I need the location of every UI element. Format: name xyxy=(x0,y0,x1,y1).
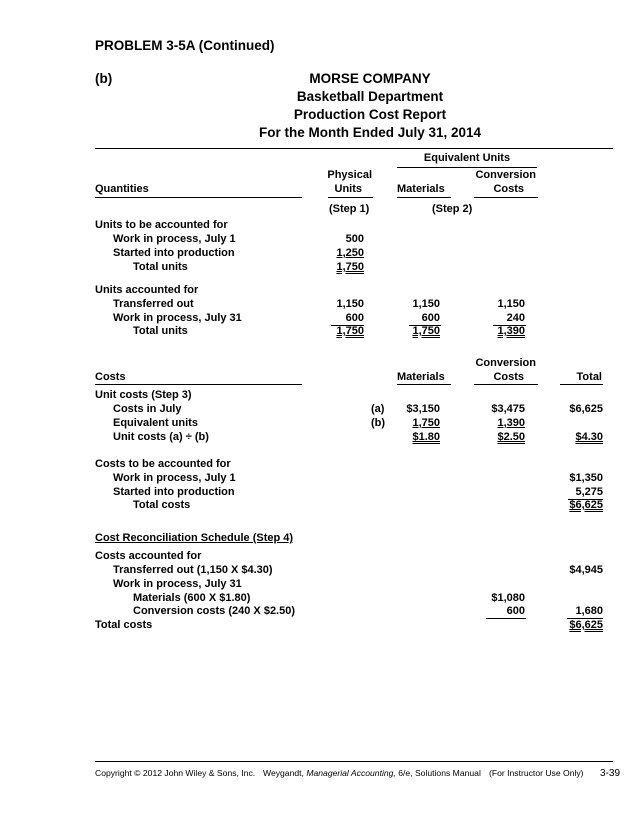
unit-cost-row-conversion: 1,390 xyxy=(497,417,525,429)
accounted-total-label: Total units xyxy=(133,325,188,337)
company-name: MORSE COMPANY xyxy=(309,71,431,86)
unit-cost-row-label: Costs in July xyxy=(113,403,182,415)
cost-total-rule xyxy=(560,384,603,385)
accounted-row-materials: 1,150 xyxy=(412,298,440,310)
wip-label: Work in process, July 31 xyxy=(113,578,242,590)
units-total-label: Total units xyxy=(133,261,188,273)
unit-cost-row-label: Unit costs (a) ÷ (b) xyxy=(113,431,209,443)
department-name: Basketball Department xyxy=(296,89,444,104)
unit-cost-row-ref: (b) xyxy=(371,417,386,429)
accounted-row-conversion: 1,150 xyxy=(497,298,525,310)
step2-label: (Step 2) xyxy=(432,203,473,215)
part-label: (b) xyxy=(95,71,113,86)
unit-cost-row-materials: $3,150 xyxy=(406,403,440,415)
accounted-row-materials: 600 xyxy=(421,312,440,324)
physical-header-line1: Physical xyxy=(327,169,372,181)
unit-cost-row-conversion: $2.50 xyxy=(497,431,525,443)
cost-total-header: Total xyxy=(576,371,602,383)
costs-row-total: 5,275 xyxy=(575,486,603,498)
costs-to-account-title: Costs to be accounted for xyxy=(95,458,231,470)
wip-materials-label: Materials (600 X $1.80) xyxy=(133,592,251,604)
cost-materials-rule xyxy=(397,384,451,385)
footer-book-title: Managerial Accounting, xyxy=(306,768,396,778)
costs-accounted-title: Costs accounted for xyxy=(95,550,202,562)
accounted-total-physical: 1,750 xyxy=(336,325,364,337)
accounted-row-conversion: 240 xyxy=(506,312,525,324)
accounted-row-label: Work in process, July 31 xyxy=(113,312,242,324)
costs-row-label: Work in process, July 1 xyxy=(113,472,236,484)
costs-label: Costs xyxy=(95,371,126,383)
quantities-label-rule xyxy=(95,197,302,198)
costs-total-value: $6,625 xyxy=(569,499,603,511)
page-number: 3-39 xyxy=(599,768,620,779)
accounted-row-label: Transferred out xyxy=(113,298,194,310)
units-row-physical: 500 xyxy=(345,233,364,245)
materials-header: Materials xyxy=(397,183,445,195)
footer-instructor-note: (For Instructor Use Only) xyxy=(489,768,584,778)
grand-total-label: Total costs xyxy=(95,619,153,631)
report-period: For the Month Ended July 31, 2014 xyxy=(258,125,482,140)
footer-authors: Weygandt, xyxy=(263,768,304,778)
unit-cost-row-total: $6,625 xyxy=(569,403,603,415)
physical-header-rule xyxy=(328,197,373,198)
grand-total-value: $6,625 xyxy=(569,619,603,631)
accounted-row-physical: 1,150 xyxy=(336,298,364,310)
unit-cost-row-materials: 1,750 xyxy=(412,417,440,429)
costs-row-total: $1,350 xyxy=(569,472,603,484)
wip-total: 1,680 xyxy=(575,605,603,617)
unit-costs-title: Unit costs (Step 3) xyxy=(95,389,192,401)
conversion-header-line1: Conversion xyxy=(475,169,536,181)
reconciliation-title: Cost Reconciliation Schedule (Step 4) xyxy=(95,532,294,544)
unit-cost-row-ref: (a) xyxy=(371,403,385,415)
quantities-label: Quantities xyxy=(95,183,149,195)
units-row-label: Work in process, July 1 xyxy=(113,233,236,245)
footer-edition: 6/e, Solutions Manual xyxy=(398,768,481,778)
costs-row-label: Started into production xyxy=(113,486,235,498)
equivalent-units-rule xyxy=(397,167,537,168)
underline xyxy=(486,618,526,619)
footer-rule xyxy=(95,761,613,762)
wip-conversion-amount: 600 xyxy=(506,605,525,617)
footer-copyright: Copyright © 2012 John Wiley & Sons, Inc. xyxy=(95,768,256,778)
problem-heading: PROBLEM 3-5A (Continued) xyxy=(95,38,275,53)
wip-conversion-label: Conversion costs (240 X $2.50) xyxy=(133,605,296,617)
conversion-header-line2: Costs xyxy=(493,183,524,195)
cost-materials-header: Materials xyxy=(397,371,445,383)
footer-citation xyxy=(263,768,481,778)
units-total-physical: 1,750 xyxy=(336,261,364,273)
unit-cost-row-conversion: $3,475 xyxy=(491,403,525,415)
accounted-row-physical: 600 xyxy=(345,312,364,324)
unit-cost-row-label: Equivalent units xyxy=(113,417,198,429)
report-title: Production Cost Report xyxy=(293,107,447,122)
conversion-header-rule xyxy=(474,197,538,198)
transferred-total: $4,945 xyxy=(569,564,603,576)
units-row-label: Started into production xyxy=(113,247,235,259)
transferred-label: Transferred out (1,150 X $4.30) xyxy=(113,564,273,576)
accounted-total-conversion: 1,390 xyxy=(497,325,525,337)
units-to-account-title: Units to be accounted for xyxy=(95,219,228,231)
equivalent-units-header: Equivalent Units xyxy=(423,152,511,164)
physical-header-line2: Units xyxy=(334,183,362,195)
unit-cost-row-materials: $1.80 xyxy=(412,431,440,443)
cost-conversion-header-line1: Conversion xyxy=(475,357,536,369)
step1-label: (Step 1) xyxy=(329,203,370,215)
accounted-total-materials: 1,750 xyxy=(412,325,440,337)
wip-materials-amount: $1,080 xyxy=(491,592,525,604)
report-header-rule xyxy=(95,148,613,149)
cost-conversion-rule xyxy=(474,384,538,385)
unit-cost-row-total: $4.30 xyxy=(575,431,603,443)
units-row-physical: 1,250 xyxy=(336,247,364,259)
cost-conversion-header-line2: Costs xyxy=(493,371,524,383)
units-accounted-title: Units accounted for xyxy=(95,284,199,296)
costs-total-label: Total costs xyxy=(133,499,191,511)
materials-header-rule xyxy=(397,197,451,198)
costs-label-rule xyxy=(95,384,302,385)
